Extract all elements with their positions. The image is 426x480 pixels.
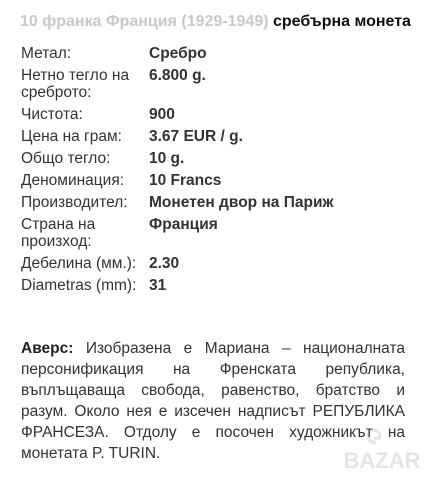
spec-value: 2.30: [149, 255, 180, 272]
page-title: [20, 13, 420, 31]
spec-label: Метал:: [21, 45, 72, 62]
spec-row-thickness: [21, 255, 416, 272]
spec-row-diameter: [21, 277, 416, 294]
spec-value: Франция: [149, 216, 218, 233]
title-faded-part: 10 франка Франция (1929-1949): [20, 13, 269, 30]
spec-row-total-weight: [21, 150, 416, 167]
bazar-logo-icon: [340, 426, 424, 472]
title-main-part: сребърна монета: [268, 13, 411, 30]
spec-value: 10 Francs: [149, 172, 222, 189]
spec-value: Сребро: [149, 45, 207, 62]
spec-label: Страна на произход:: [21, 216, 96, 250]
bazar-logo-text: BAZAR: [343, 448, 421, 472]
spec-value: 31: [149, 277, 167, 294]
spec-label: Дебелина (мм.):: [21, 255, 137, 272]
description-text: Изобразена е Мариана – националната персонификация на Френската република, въплъщаваща свобода, равенство, братство и разум. Около нея е изсечен надписът РЕПУБЛИКА ФРАНСЕЗА. Отдолу е посочен художникът на монетата P. TURIN.: [21, 340, 405, 462]
spec-label: Деноминация:: [21, 172, 125, 189]
specs-table: [21, 45, 416, 299]
spec-value: 6.800 g.: [149, 67, 206, 84]
spec-value: 10 g.: [149, 150, 185, 167]
spec-value: 900: [149, 106, 175, 123]
spec-label: Чистота:: [21, 106, 83, 123]
spec-row-purity: [21, 106, 416, 123]
spec-row-price-per-gram: [21, 128, 416, 145]
spec-row-metal: [21, 45, 416, 62]
spec-row-manufacturer: [21, 194, 416, 211]
spec-row-denomination: [21, 172, 416, 189]
spec-row-net-weight: [21, 67, 416, 101]
spec-label: Diametras (mm):: [21, 277, 137, 294]
spec-value: Монетен двор на Париж: [149, 194, 334, 211]
bazar-logo-hanger: [368, 430, 380, 445]
spec-label: Цена на грам:: [21, 128, 122, 145]
spec-row-country: [21, 216, 416, 250]
description-heading: Аверс:: [21, 340, 74, 357]
spec-label: Нетно тегло на среброто:: [21, 67, 130, 101]
spec-label: Производител:: [21, 194, 128, 211]
spec-value: 3.67 EUR / g.: [149, 128, 243, 145]
spec-label: Общо тегло:: [21, 150, 111, 167]
